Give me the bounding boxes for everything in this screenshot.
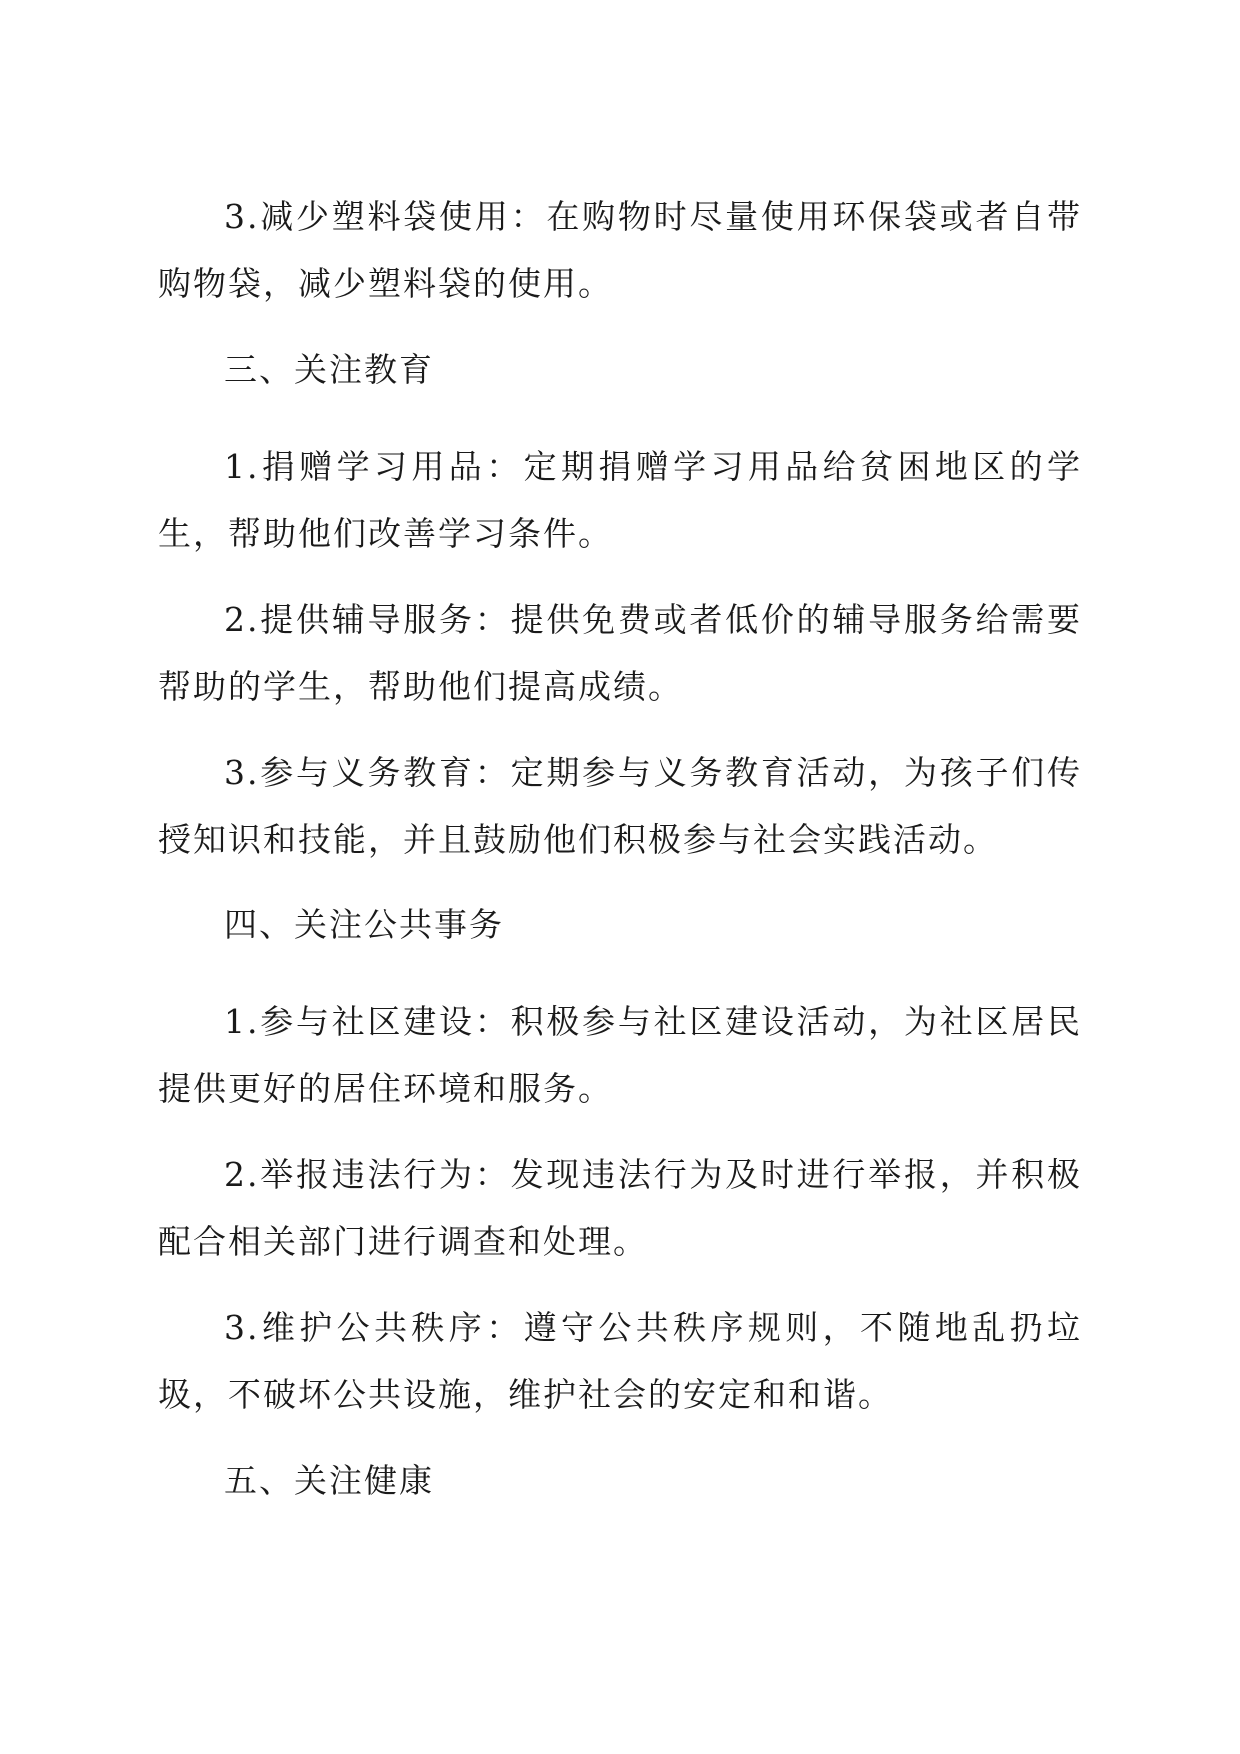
paragraph-community-building: 1.参与社区建设：积极参与社区建设活动，为社区居民提供更好的居住环境和服务。 bbox=[158, 1002, 1082, 1108]
paragraph-report-violations: 2.举报违法行为：发现违法行为及时进行举报，并积极配合相关部门进行调查和处理。 bbox=[158, 1155, 1082, 1261]
paragraph-public-order: 3.维护公共秩序：遵守公共秩序规则，不随地乱扔垃圾，不破坏公共设施，维护社会的安定和和谐。 bbox=[158, 1308, 1082, 1414]
paragraph-tutoring-services: 2.提供辅导服务：提供免费或者低价的辅导服务给需要帮助的学生，帮助他们提高成绩。 bbox=[158, 600, 1082, 706]
section-heading-health: 五、关注健康 bbox=[224, 1461, 434, 1500]
section-heading-education: 三、关注教育 bbox=[224, 350, 434, 389]
paragraph-reduce-plastic-bags: 3.减少塑料袋使用：在购物时尽量使用环保袋或者自带购物袋，减少塑料袋的使用。 bbox=[158, 197, 1082, 303]
paragraph-volunteer-education: 3.参与义务教育：定期参与义务教育活动，为孩子们传授知识和技能，并且鼓励他们积极参与社会实践活动。 bbox=[158, 753, 1082, 859]
paragraph-donate-supplies: 1.捐赠学习用品：定期捐赠学习用品给贫困地区的学生，帮助他们改善学习条件。 bbox=[158, 447, 1082, 553]
section-heading-public-affairs: 四、关注公共事务 bbox=[224, 905, 504, 944]
